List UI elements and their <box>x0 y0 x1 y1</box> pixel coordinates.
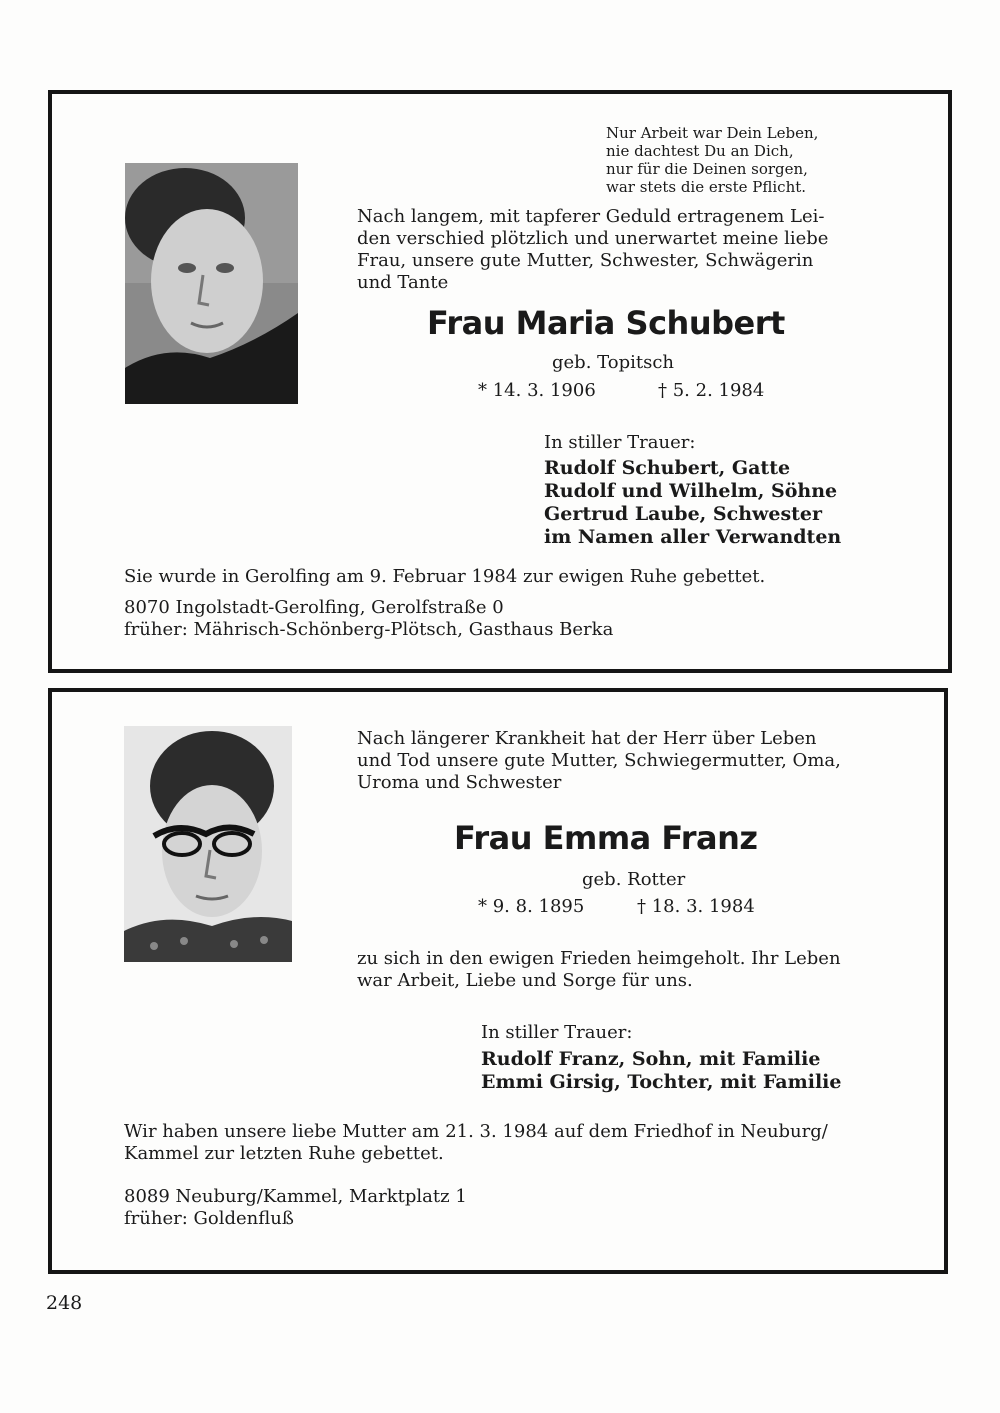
portrait-photo-maria-schubert <box>125 163 298 404</box>
intro-text: Nach langem, mit tapferer Geduld ertragenem Lei- den verschied plötzlich und unerwartet meine liebe Frau, unsere gute Mutter, Schwester, Schwägerin und Tante <box>357 206 829 293</box>
birth-date: * 14. 3. 1906 <box>478 380 596 401</box>
deceased-name: Frau Maria Schubert <box>427 304 785 342</box>
portrait-photo-emma-franz <box>124 726 292 962</box>
address: 8089 Neuburg/Kammel, Marktplatz 1 früher: Goldenfluß <box>124 1186 467 1229</box>
deceased-name: Frau Emma Franz <box>454 819 758 857</box>
maiden-name: geb. Topitsch <box>552 352 675 373</box>
obituary-emma-franz <box>48 688 948 1274</box>
page-number: 248 <box>46 1292 83 1314</box>
mourners-list: Rudolf Franz, Sohn, mit Familie Emmi Girsig, Tochter, mit Familie <box>481 1048 842 1093</box>
mourning-label: In stiller Trauer: <box>481 1022 633 1043</box>
burial-text: Sie wurde in Gerolfing am 9. Februar 1984 zur ewigen Ruhe gebettet. <box>124 566 766 587</box>
poem: Nur Arbeit war Dein Leben, nie dachtest Du an Dich, nur für die Deinen sorgen, war stets die erste Pflicht. <box>606 124 819 196</box>
mourners-list: Rudolf Schubert, Gatte Rudolf und Wilhelm, Söhne Gertrud Laube, Schwester im Namen aller Verwandten <box>544 457 842 548</box>
death-date: † 5. 2. 1984 <box>658 380 765 401</box>
death-date: † 18. 3. 1984 <box>637 896 755 917</box>
birth-date: * 9. 8. 1895 <box>478 896 585 917</box>
maiden-name: geb. Rotter <box>582 869 686 890</box>
address: 8070 Ingolstadt-Gerolfing, Gerolfstraße 0 früher: Mährisch-Schönberg-Plötsch, Gasthaus Berka <box>124 597 614 640</box>
closing-text: zu sich in den ewigen Frieden heimgeholt. Ihr Leben war Arbeit, Liebe und Sorge für uns. <box>357 948 841 991</box>
mourning-label: In stiller Trauer: <box>544 432 696 453</box>
obituary-maria-schubert <box>48 90 952 673</box>
burial-text: Wir haben unsere liebe Mutter am 21. 3. 1984 auf dem Friedhof in Neuburg/ Kammel zur letzten Ruhe gebettet. <box>124 1121 828 1164</box>
intro-text: Nach längerer Krankheit hat der Herr über Leben und Tod unsere gute Mutter, Schwiegermutter, Oma, Uroma und Schwester <box>357 728 841 793</box>
